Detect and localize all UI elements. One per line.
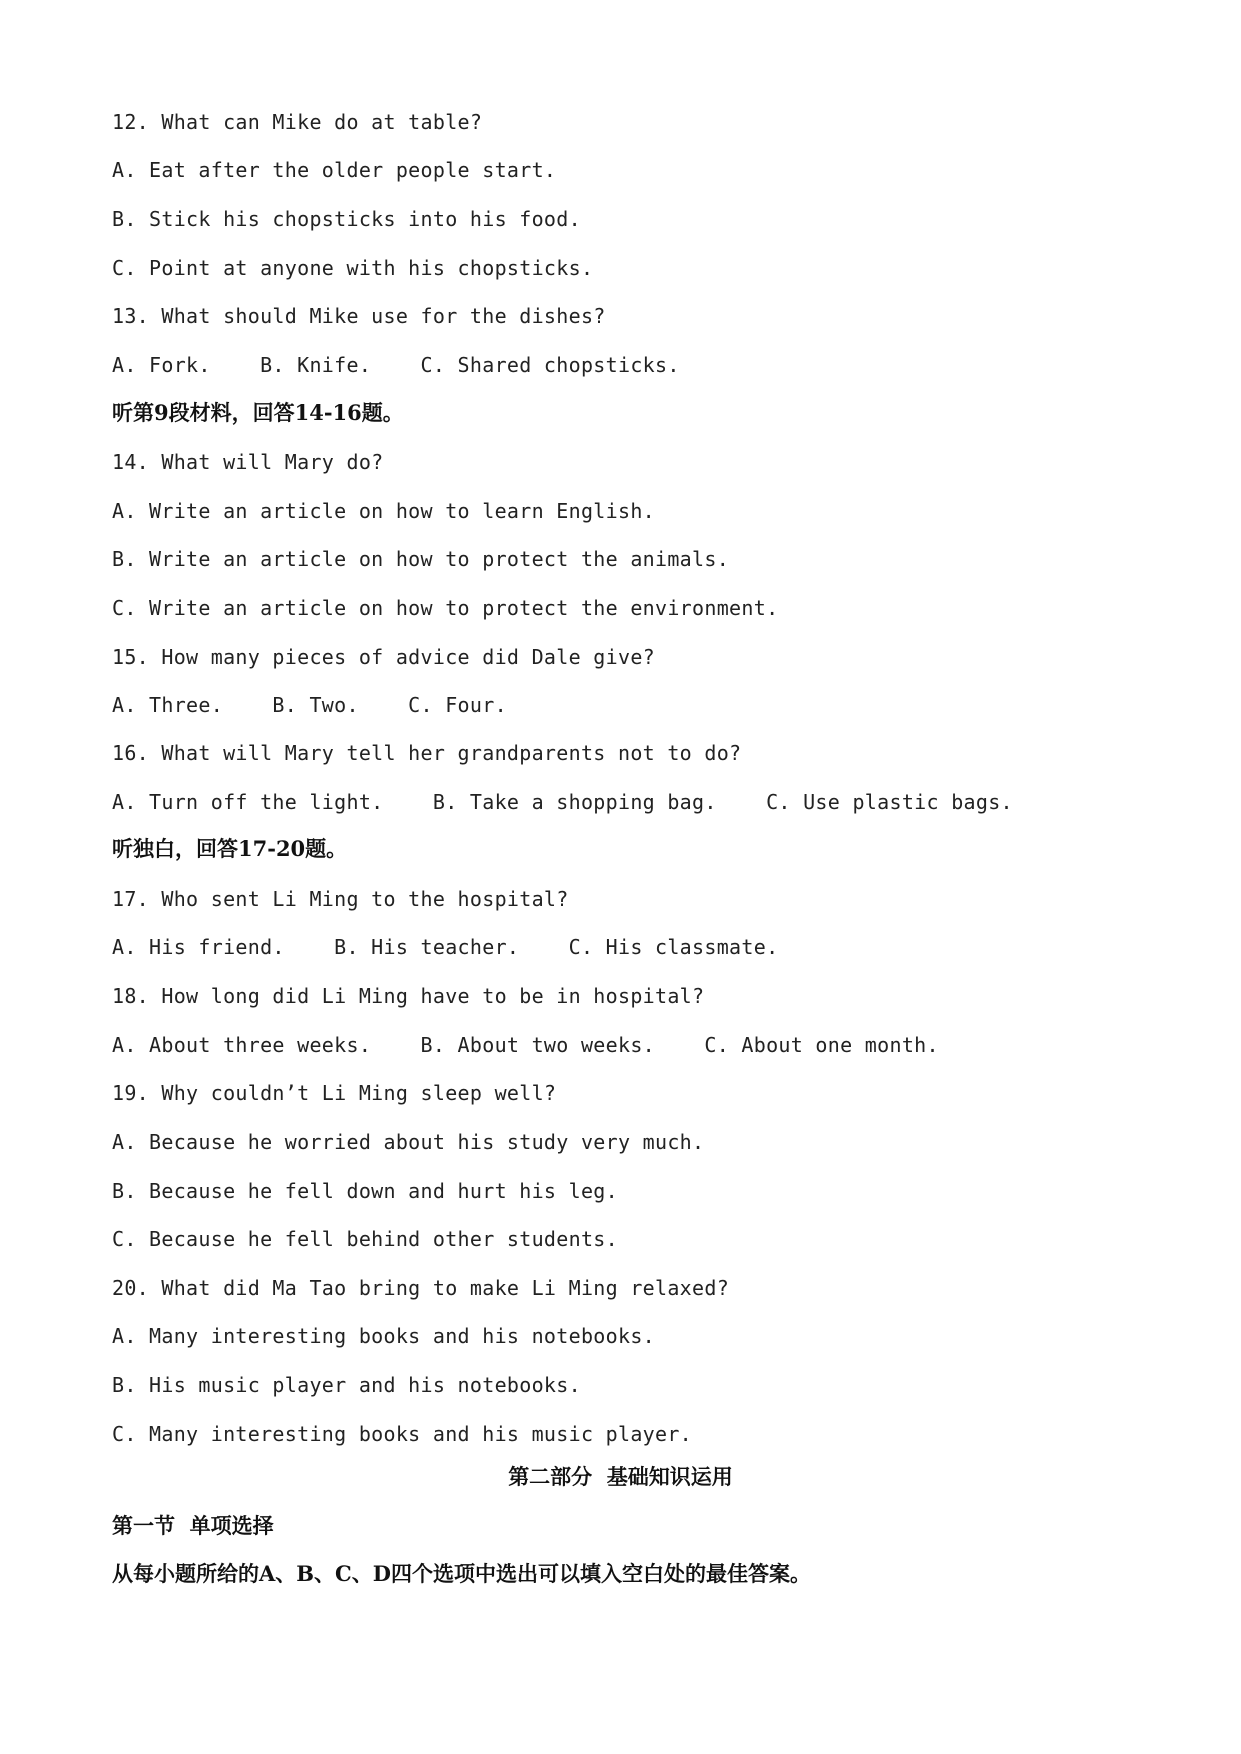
options-17: A. His friend. B. His teacher. C. His classmate. (112, 935, 779, 959)
question-16: 16. What will Mary tell her grandparents not to do? (112, 741, 742, 765)
section-heading-monologue: 听独白，回答17-20题。 (112, 836, 348, 861)
options-16: A. Turn off the light. B. Take a shopping bag. C. Use plastic bags. (112, 790, 1013, 814)
instruction-text: 从每小题所给的A、B、C、D四个选项中选出可以填入空白处的最佳答案。 (112, 1561, 811, 1586)
option-14b: B. Write an article on how to protect the animals. (112, 547, 730, 571)
option-20a: A. Many interesting books and his notebooks. (112, 1324, 656, 1348)
option-20c: C. Many interesting books and his music player. (112, 1422, 693, 1446)
question-20: 20. What did Ma Tao bring to make Li Ming relaxed? (112, 1276, 730, 1300)
option-12a: A. Eat after the older people start. (112, 158, 557, 182)
option-14c: C. Write an article on how to protect the environment. (112, 596, 779, 620)
question-13: 13. What should Mike use for the dishes? (112, 304, 606, 328)
part-two-heading: 第二部分 基础知识运用 (508, 1464, 733, 1489)
question-18: 18. How long did Li Ming have to be in hospital? (112, 984, 705, 1008)
question-17: 17. Who sent Li Ming to the hospital? (112, 887, 569, 911)
question-12: 12. What can Mike do at table? (112, 110, 483, 134)
option-12c: C. Point at anyone with his chopsticks. (112, 256, 594, 280)
options-15: A. Three. B. Two. C. Four. (112, 693, 507, 717)
option-19b: B. Because he fell down and hurt his leg. (112, 1179, 618, 1203)
option-19a: A. Because he worried about his study very much. (112, 1130, 705, 1154)
section-one-heading: 第一节 单项选择 (112, 1513, 274, 1538)
option-14a: A. Write an article on how to learn English. (112, 499, 656, 523)
section-heading-9: 听第9段材料，回答14-16题。 (112, 400, 404, 425)
question-15: 15. How many pieces of advice did Dale give? (112, 645, 656, 669)
question-14: 14. What will Mary do? (112, 450, 384, 474)
option-12b: B. Stick his chopsticks into his food. (112, 207, 581, 231)
options-18: A. About three weeks. B. About two weeks. C. About one month. (112, 1033, 939, 1057)
question-19: 19. Why couldn’t Li Ming sleep well? (112, 1081, 557, 1105)
option-19c: C. Because he fell behind other students. (112, 1227, 618, 1251)
option-20b: B. His music player and his notebooks. (112, 1373, 581, 1397)
options-13: A. Fork. B. Knife. C. Shared chopsticks. (112, 353, 680, 377)
